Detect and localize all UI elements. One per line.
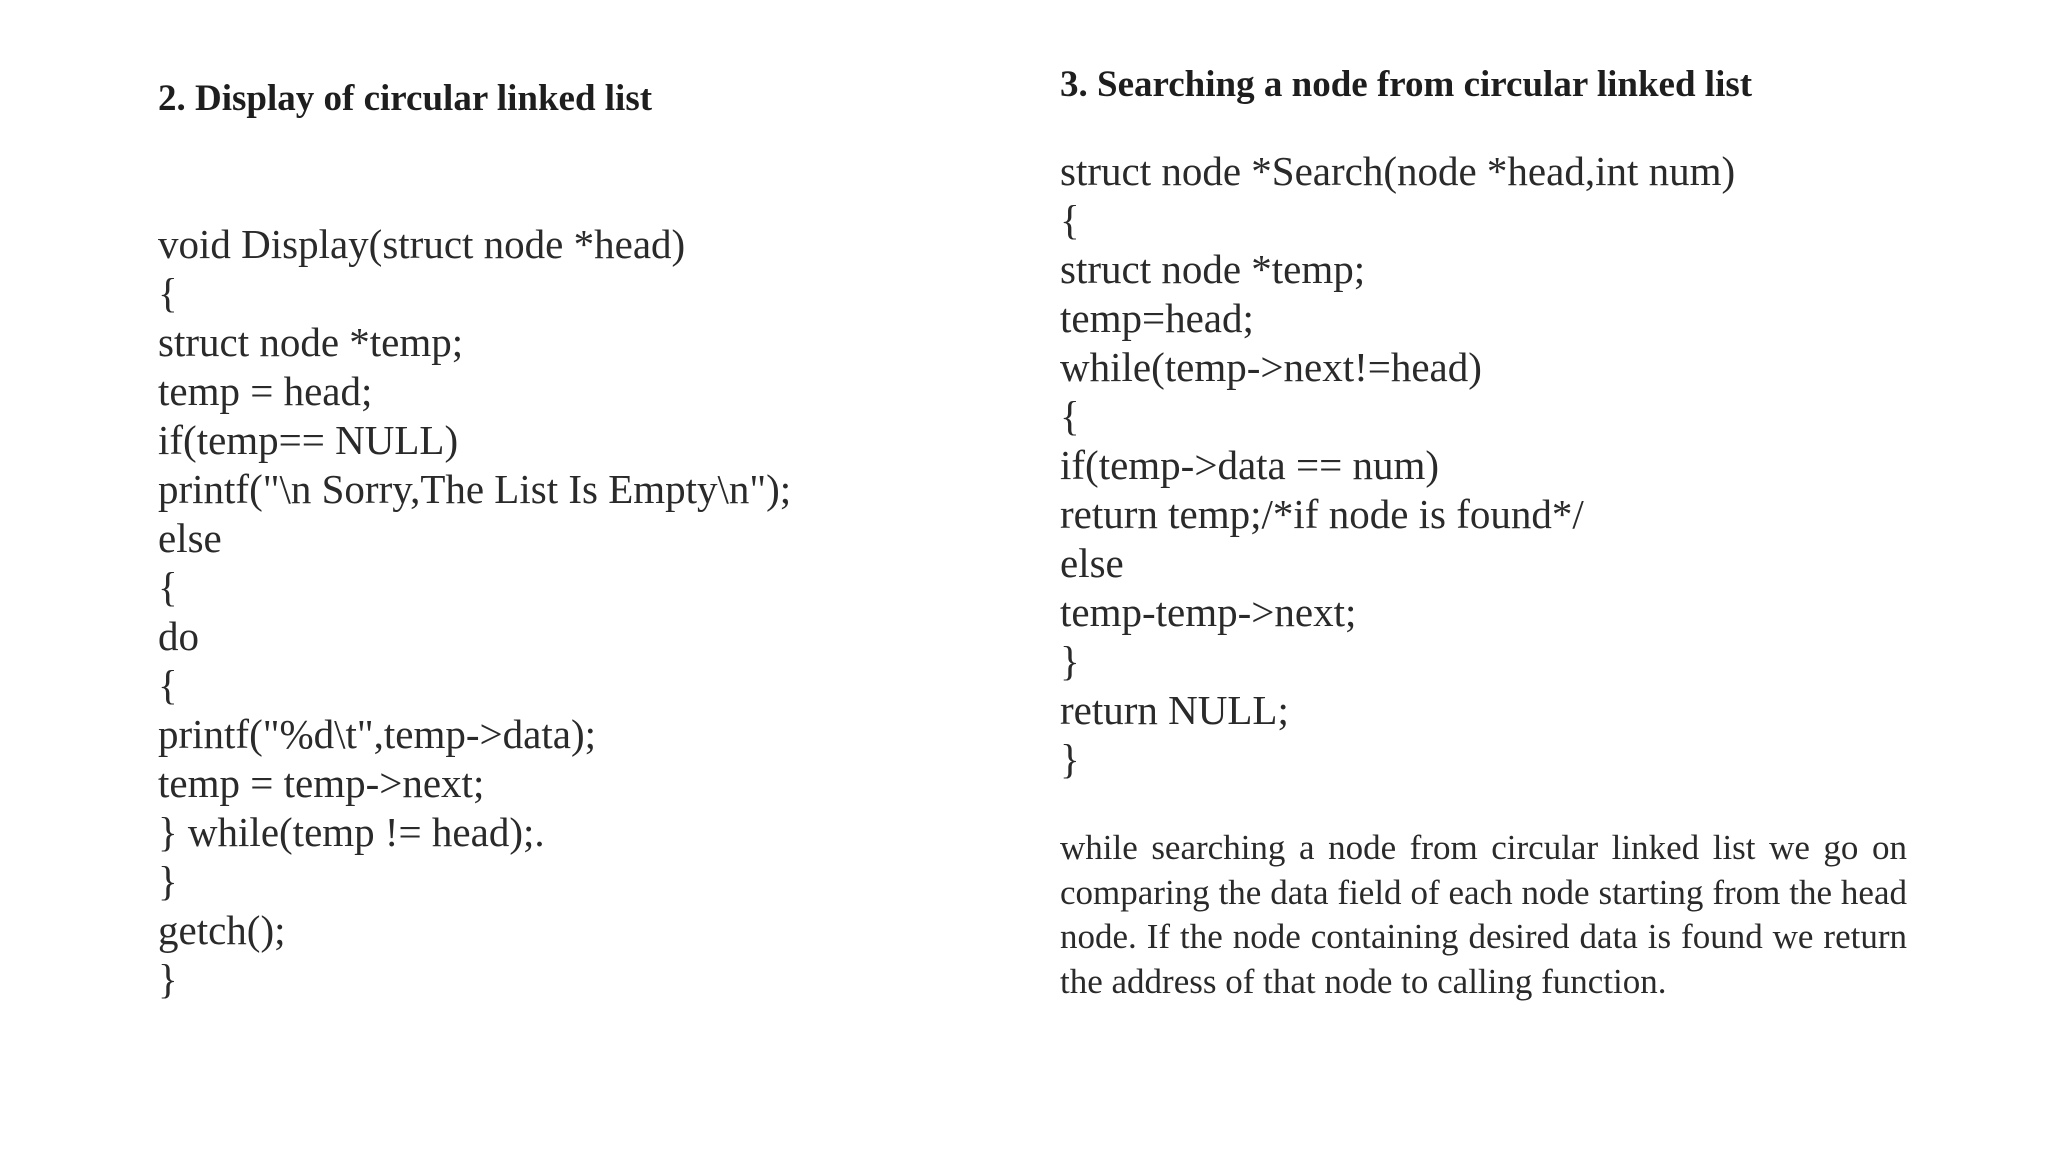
code-line: struct node *temp; (1060, 246, 1366, 292)
code-line: printf("\n Sorry,The List Is Empty\n"); (158, 466, 792, 512)
code-line: return temp;/*if node is found*/ (1060, 491, 1584, 537)
code-line: } (158, 956, 178, 1002)
search-explanation-paragraph: while searching a node from circular linked list we go on comparing the data field of each node starting from the head node. If the node containing desired data is found we return the address of that node to calling function. (1060, 828, 1907, 1001)
code-line: if(temp== NULL) (158, 417, 459, 463)
code-line: while(temp->next!=head) (1060, 344, 1482, 390)
code-line: else (158, 515, 222, 561)
code-line: temp=head; (1060, 295, 1254, 341)
code-line: } (1060, 736, 1080, 782)
code-line: void Display(struct node *head) (158, 221, 686, 267)
search-section-heading: 3. Searching a node from circular linked list (1060, 64, 1753, 105)
code-line: temp-temp->next; (1060, 589, 1357, 635)
code-line: { (158, 564, 178, 610)
code-line: } while(temp != head);. (158, 809, 545, 855)
code-line: { (1060, 197, 1080, 243)
code-line: struct node *Search(node *head,int num) (1060, 148, 1736, 194)
code-line: { (158, 270, 178, 316)
code-line: do (158, 613, 199, 659)
code-line: { (158, 662, 178, 708)
code-line: if(temp->data == num) (1060, 442, 1440, 488)
search-code-block (1060, 147, 1735, 784)
code-line: getch(); (158, 907, 286, 953)
code-line: else (1060, 540, 1124, 586)
code-line: struct node *temp; (158, 319, 464, 365)
code-line: temp = head; (158, 368, 373, 414)
display-section-heading: 2. Display of circular linked list (158, 78, 653, 119)
code-line: { (1060, 393, 1080, 439)
display-code-block (158, 220, 791, 1004)
code-line: } (1060, 638, 1080, 684)
code-line: } (158, 858, 178, 904)
code-line: temp = temp->next; (158, 760, 485, 806)
code-line: printf("%d\t",temp->data); (158, 711, 596, 757)
code-line: return NULL; (1060, 687, 1289, 733)
